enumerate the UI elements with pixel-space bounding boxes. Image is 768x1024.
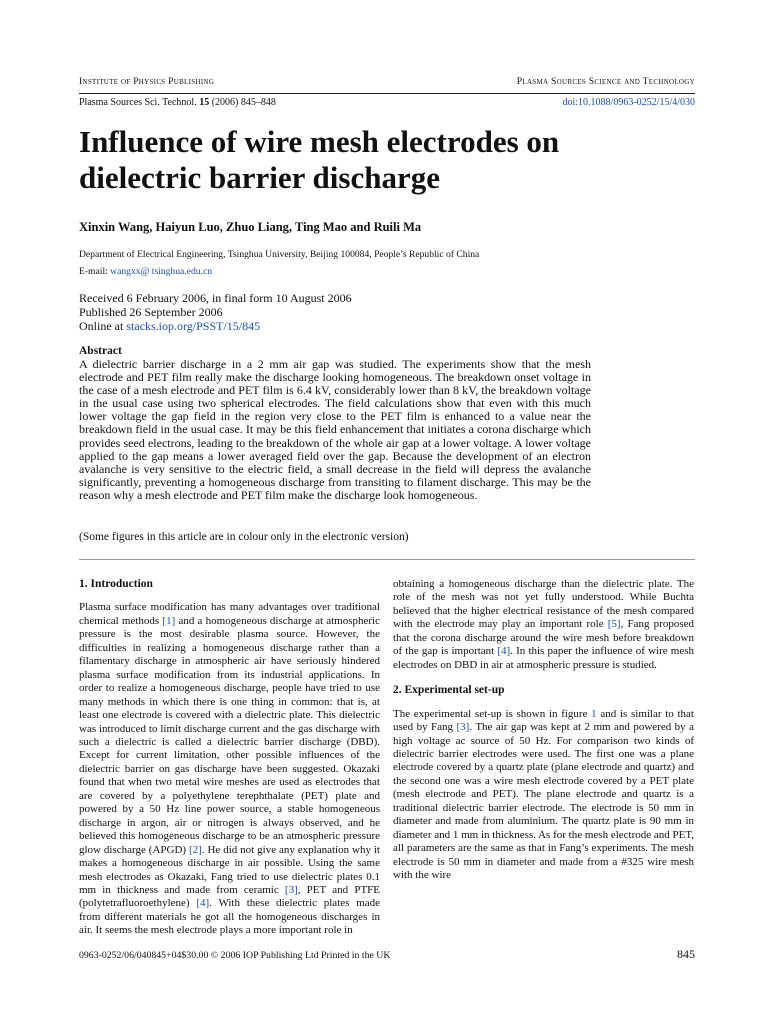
text-span: , PET and PTFE (polytetrafluoroethylene) [79,883,380,910]
issn-copyright: 0963-0252/06/040845+04$30.00 © 2006 IOP Publishing Ltd Printed in the UK [79,950,391,961]
section-rule [79,559,695,560]
publisher-name: Institute of Physics Publishing [79,77,215,87]
published-date: Published 26 September 2006 [79,305,223,319]
citation-link[interactable]: [5] [607,618,621,631]
email-link[interactable]: wangxx@ tsinghua.edu.cn [110,266,212,277]
running-header [79,77,695,87]
online-label: Online at [79,319,127,333]
text-span: and a homogeneous discharge at atmospheric pressure is the most desirable plasma source. However, the difficulties in realizing a homogeneous discharge rather than a filamentary discharge in atmospheric air have seriously hindered plasma surface modification from its industrial applications. In order to realize a homogeneous discharge, people have tried to use many methods in which there is one thing in common: that is, at least one electrode is covered with a dielectric plate. This dielectric was introduced to limit discharge current and the gas discharge with such a dielectric is called a dielectric barrier discharge (DBD). Except for current limitation, other possible influences of the dielectric barrier on gas discharge have been suggested. Okazaki found that when two metal wire meshes are used as electrodes that are covered by a polyethylene terephthalate (PET) plate and powered by a 50 Hz line power source, a stable homogeneous discharge in argon, air or nitrogen is always observed, and he believed this homogeneous discharge to be an atmospheric pressure glow discharge (APGD) [79,614,381,856]
citation-link[interactable]: [4] [196,897,210,910]
author-list: Xinxin Wang, Haiyun Luo, Zhuo Liang, Ting Mao and Ruili Ma [79,220,422,234]
doi-link[interactable]: doi:10.1088/0963-0252/15/4/030 [562,97,695,108]
intro-heading: 1. Introduction [79,578,153,590]
publication-dates [79,291,352,333]
citation-link[interactable]: [4] [497,645,511,658]
text-span: The experimental set-up is shown in figure [393,707,592,720]
email-line [79,266,212,277]
figure-link[interactable]: 1 [591,707,597,720]
citation-prefix: Plasma Sources Sci. Technol. [79,97,200,108]
online-line [79,319,352,333]
intro-paragraph [79,601,380,937]
text-span: , Fang proposed that the corona discharge around the wire mesh before breakdown of the gap is important [393,618,695,658]
text-span: . He did not give any explanation why it makes a homogeneous discharge in air possible. Using the same mesh electrodes as Okazaki, Fang tried to use dielectric plates 0.1 mm in thickness and made from ceramic [79,843,380,896]
header-rule [79,93,695,94]
colour-note: (Some figures in this article are in colour only in the electronic version) [79,531,409,543]
text-span: . The air gap was kept at 2 mm and powered by a high voltage ac source of 50 Hz. For comparison two kinds of dielectric barrier electrodes were used. The first one was a plane electrode covered by a quartz plate (plane electrode and quartz) and the second one was a wire mesh electrode covered by a PET plate (mesh electrode and PET). The plane electrode and quartz is a traditional dielectric barrier electrode. The electrode is 50 mm in diameter and made from aluminium. The quartz plate is 90 mm in diameter and 1 mm in thickness. As for the mesh electrode and PET, all parameters are the same as that in Fang’s experiments. The mesh electrode is 50 mm in diameter and made from a #325 wire mesh with the wire [393,721,694,882]
experimental-paragraph [393,708,694,883]
citation-link[interactable]: [2] [188,843,202,856]
text-span: . With these dielectric plates made from different materials he got all the homogeneous discharges in air. It seems the mesh electrode plays a more important role in [79,897,380,937]
abstract-heading: Abstract [79,345,122,357]
text-span: and is similar to that used by Fang [393,707,694,734]
paper-title: Influence of wire mesh electrodes on dielectric barrier discharge [79,124,560,195]
text-span: . In this paper the influence of wire mesh electrodes on DBD in air at atmospheric pressure is studied. [393,645,695,671]
online-url-link[interactable]: stacks.iop.org/PSST/15/845 [126,319,261,333]
email-label: E-mail: [79,266,111,277]
right-column [393,578,694,883]
abstract-text: A dielectric barrier discharge in a 2 mm air gap was studied. The experiments show that the mesh electrode and PET film really make the discharge looking homogeneous. The breakdown onset voltage in the case of a mesh electrode and PET film is 6.4 kV, considerably lower than 8 kV, the breakdown voltage in the usual case using two spherical electrodes. The field calculations show that even with this much lower voltage the gap field in the region very close to the PET film is enhanced to a value near the breakdown field in the usual case. It may be this field enhancement that initiates a corona discharge which provides seed electrons, leading to the breakdown of the whole air gap at a lower voltage. A lower voltage applied to the gap means a lower averaged field over the gap. Because the development of an electron avalanche is very sensitive to the electric field, a small decrease in the field will depress the avalanche significantly, preventing a homogeneous discharge from transiting to filament discharge. This may be the reason why a mesh electrode and PET film make the discharge look homogeneous. [79,357,591,502]
citation-link[interactable]: [3] [284,883,298,896]
citation-volume: 15 [199,97,210,108]
text-span: Plasma surface modification has many advantages over traditional chemical methods [79,601,380,627]
received-date: Received 6 February 2006, in final form 10 August 2006 [79,291,352,305]
citation-link[interactable]: [3] [456,721,470,734]
text-span: obtaining a homogeneous discharge than the dielectric plate. The role of the mesh was not yet fully understood. While Buchta believed that the higher electrical resistance of the mesh compared with the electrode may play an important role [393,578,694,631]
citation-suffix: (2006) 845–848 [209,97,276,108]
experimental-heading: 2. Experimental set-up [393,684,505,697]
affiliation: Department of Electrical Engineering, Tsinghua University, Beijing 100084, People’s Republic of China [79,249,480,260]
page-number: 845 [677,947,695,961]
citation-link[interactable]: [1] [162,614,176,627]
left-column [79,578,380,938]
journal-name: Plasma Sources Science and Technology [516,77,695,87]
page-footer [79,947,695,961]
citation-line [79,97,695,108]
intro-paragraph-continued [393,578,694,672]
